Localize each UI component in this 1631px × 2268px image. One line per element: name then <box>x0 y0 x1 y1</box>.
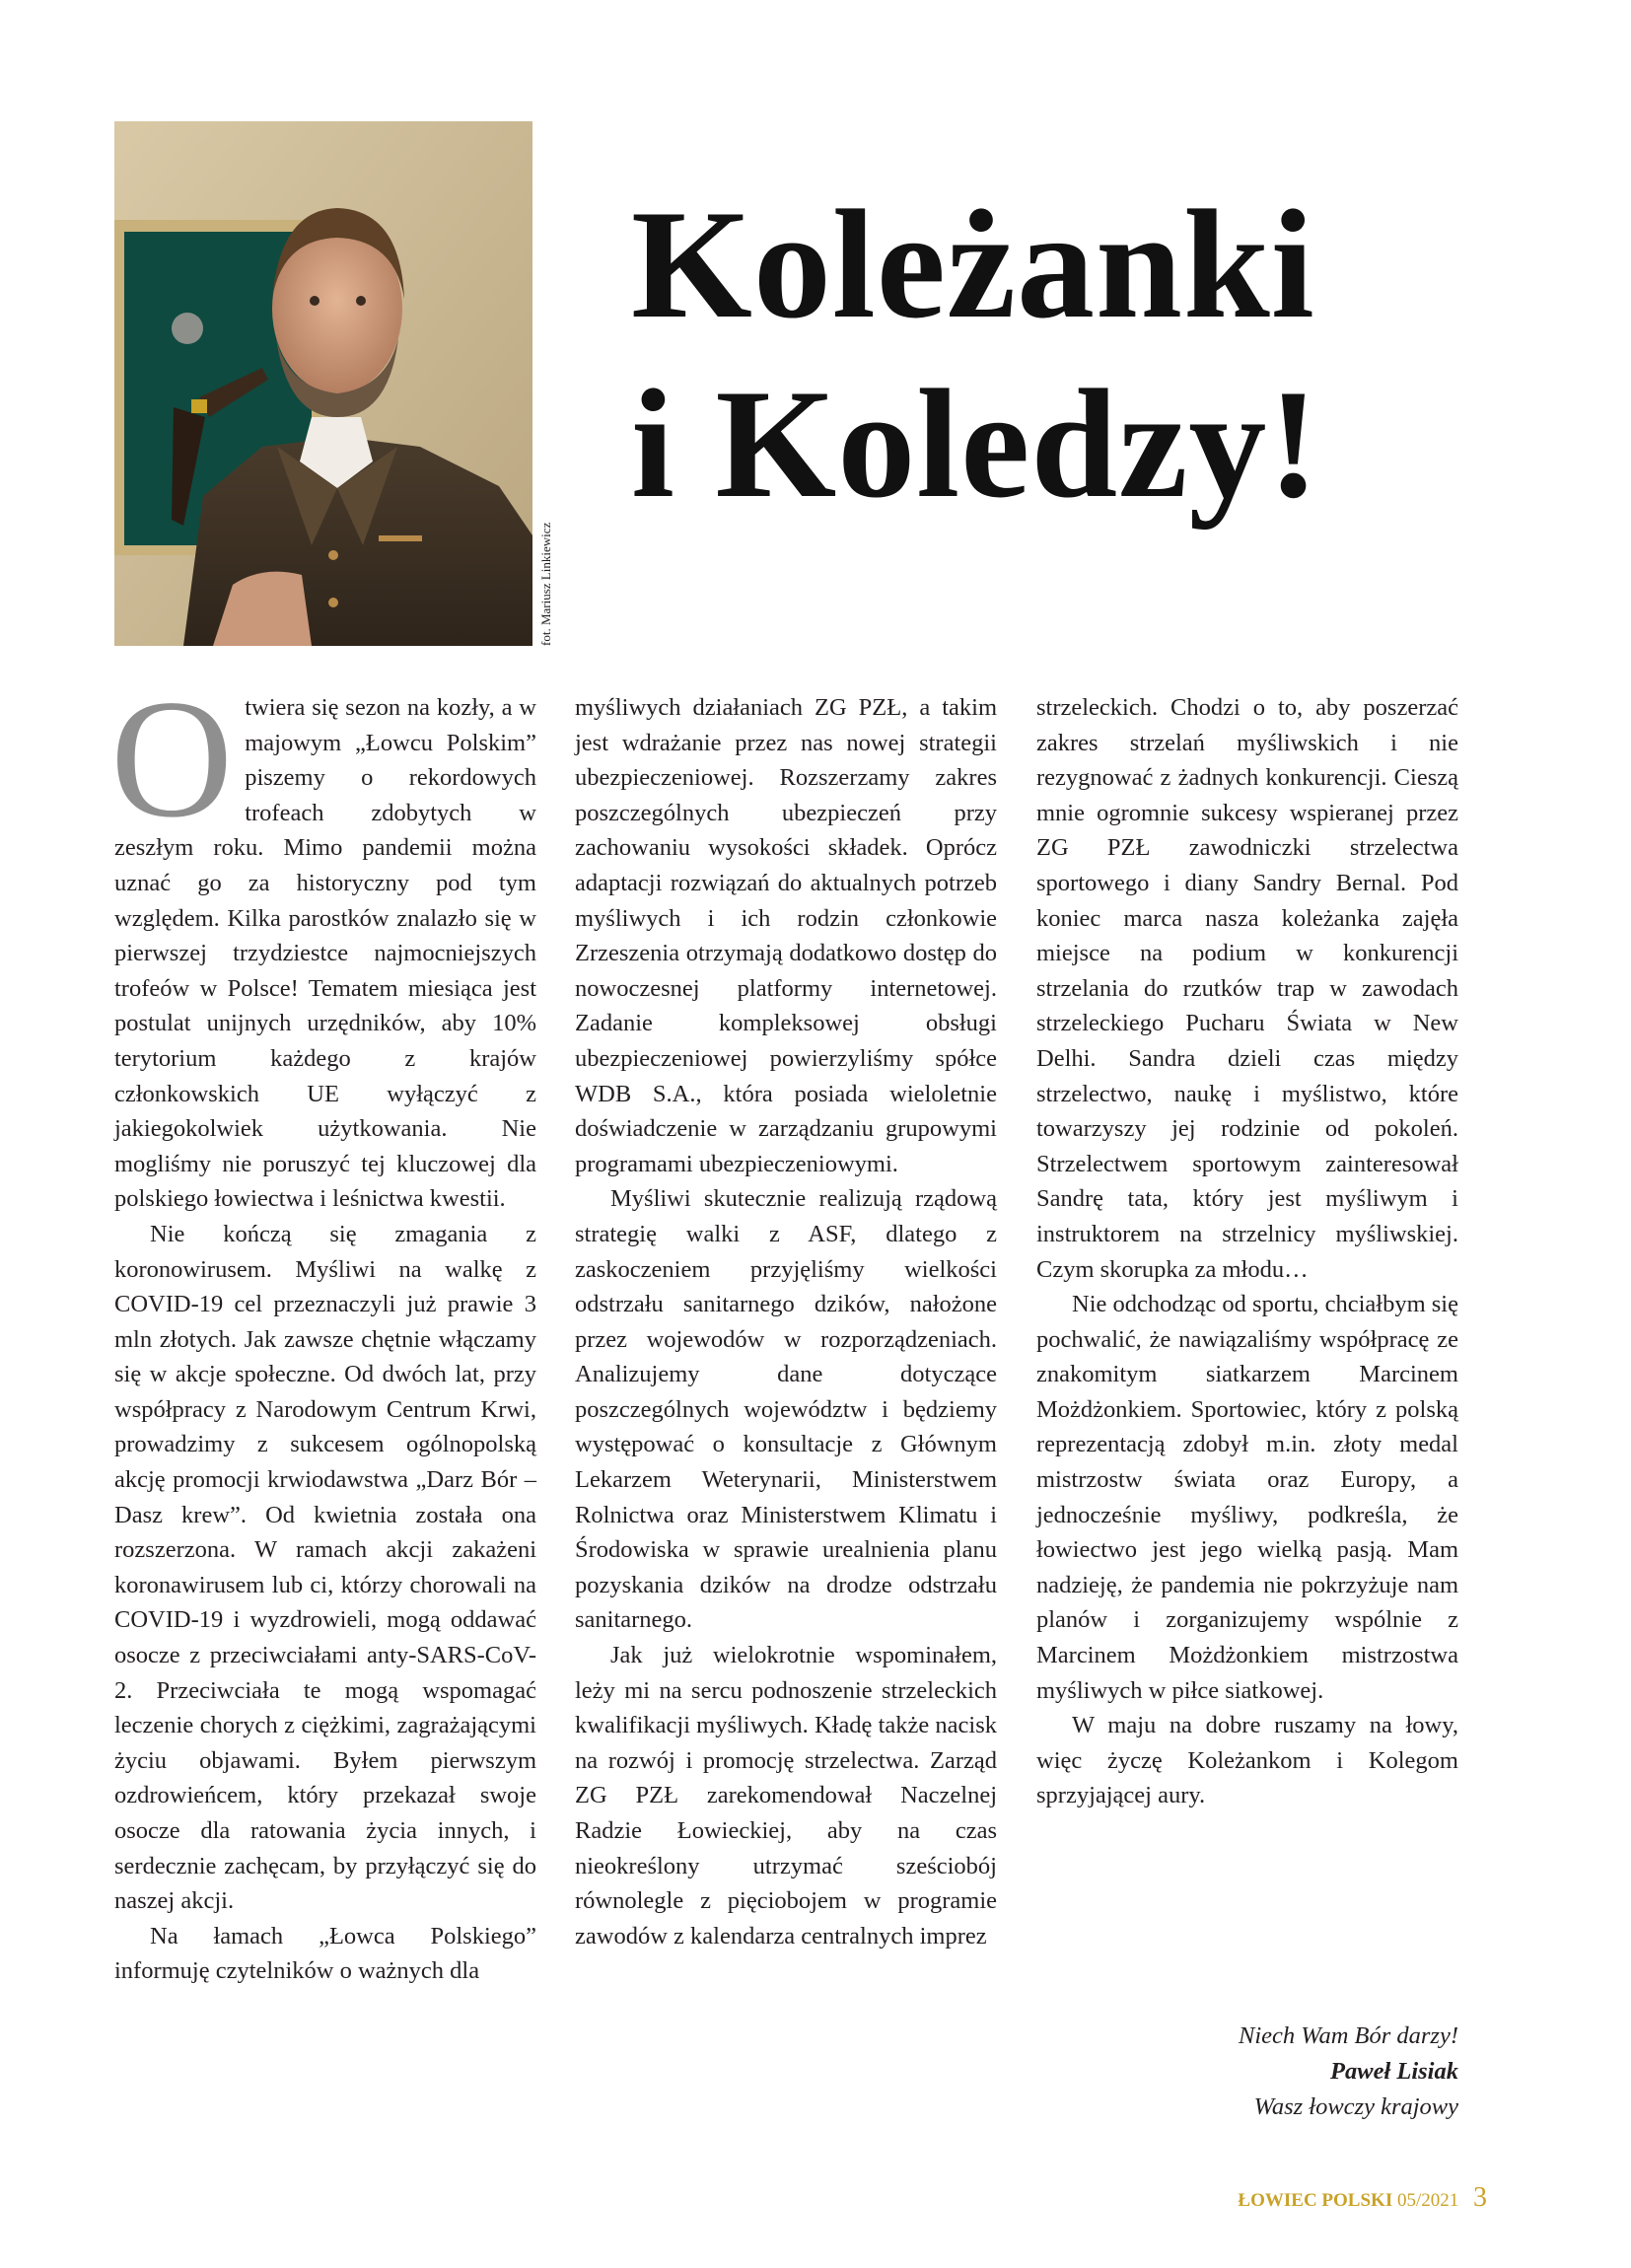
article-column-1 <box>110 666 536 1989</box>
article-column-3 <box>1036 690 1458 1813</box>
author-name: Paweł Lisiak <box>1330 2058 1458 2085</box>
author-photo <box>114 121 532 646</box>
paragraph: myśliwych działaniach ZG PZŁ, a takim jest wdrażanie przez nas nowej strategii ubezpieczeniowej. Rozszerzamy zakres poszczególnych ubezpieczeń przy zachowaniu wysokości składek. Oprócz adaptacji rozwiązań do aktualnych potrzeb myśliwych i ich rodzin członkowie Zrzeszenia otrzymają dodatkowo dostęp do nowoczesnej platformy internetowej. Zadanie kompleksowej obsługi ubezpieczeniowej powierzyliśmy spółce WDB S.A., która posiada wieloletnie doświadczenie w zarządzaniu grupowymi programami ubezpieczeniowymi. <box>575 694 997 1177</box>
paragraph: Jak już wielokrotnie wspominałem, leży mi na sercu podnoszenie strzeleckich kwalifikacji myśliwych. Kładę także nacisk na rozwój i promocję strzelectwa. Zarząd ZG PZŁ zarekomendował Naczelnej Radzie Łowieckiej, aby na czas nieokreślony utrzymać sześciobój równolegle z pięciobojem w programie zawodów z kalendarza centralnych imprez <box>575 1642 997 1949</box>
magazine-name: ŁOWIEC POLSKI <box>1238 2190 1393 2211</box>
headline-line-1: Koleżanki <box>631 178 1315 351</box>
headline-line-2: i Koledzy! <box>631 358 1320 531</box>
paragraph: W maju na dobre ruszamy na łowy, więc życzę Koleżankom i Kolegom sprzyjającej aury. <box>1036 1712 1458 1809</box>
page-footer <box>1238 2182 1487 2214</box>
paragraph: Na łamach „Łowca Polskiego” informuję czytelników o ważnych dla <box>114 1922 536 1985</box>
closing-greeting: Niech Wam Bór darzy! <box>1239 2022 1458 2049</box>
author-title: Wasz łowczy krajowy <box>1253 2093 1458 2120</box>
article-column-2 <box>575 690 997 1953</box>
paragraph-text: twiera się sezon na kozły, a w majowym „Łowcu Polskim” piszemy o rekordowych trofeach zdobytych w zeszłym roku. Mimo pandemii można uznać go za historyczny pod tym względem. Kilka parostków znalazło się w pierwszej trzydziestce najmocniejszych trofeów w Polsce! Tematem miesiąca jest postulat unijnych urzędników, aby 10% terytorium każdego z krajów członkowskich UE wyłączyć z jakiegokolwiek użytkowania. Nie mogliśmy nie poruszyć tej kluczowej dla polskiego łowiectwa i leśnictwa kwestii. <box>114 694 536 1213</box>
paragraph: Nie kończą się zmagania z koronowirusem. Myśliwi na walkę z COVID-19 cel przeznaczyli już prawie 3 mln złotych. Jak zawsze chętnie włączamy się w akcje społeczne. Od dwóch lat, przy współpracy z Narodowym Centrum Krwi, prowadzimy z sukcesem ogólnopolską akcję promocji krwiodawstwa „Darz Bór – Dasz krew”. Od kwietnia została ona rozszerzona. W ramach akcji zakażeni koronawirusem lub ci, którzy chorowali na COVID-19 i wyzdrowieli, mogą oddawać osocze z przeciwciałami anty-SARS-CoV-2. Przeciwciała te mogą wspomagać leczenie chorych z ciężkimi, zagrażającymi życiu objawami. Byłem pierwszym ozdrowieńcem, który przekazał swoje osocze dla ratowania życia innych, i serdecznie zachęcam, by przyłączyć się do naszej akcji. <box>114 1220 536 1915</box>
drop-cap: O <box>110 666 234 853</box>
paragraph <box>110 666 536 1217</box>
page-number: 3 <box>1473 2182 1487 2213</box>
photo-credit: fot. Mariusz Linkiewicz <box>538 522 553 646</box>
paragraph: strzeleckich. Chodzi o to, aby poszerzać zakres strzelań myśliwskich i nie rezygnować z żadnych konkurencji. Cieszą mnie ogromnie sukcesy wspieranej przez ZG PZŁ zawodniczki strzelectwa sportowego i diany Sandry Bernal. Pod koniec marca nasza koleżanka zajęła miejsce na podium w konkurencji strzelania do rzutków trap w zawodach strzeleckiego Pucharu Świata w New Delhi. Sandra dzieli czas między strzelectwo, naukę i myślistwo, które towarzyszy jej rodzinie od pokoleń. Strzelectwem sportowym zainteresował Sandrę tata, który jest myśliwym i instruktorem na strzelnicy myśliwskiej. Czym skorupka za młodu… <box>1036 694 1458 1283</box>
issue-number: 05/2021 <box>1396 2190 1459 2211</box>
paragraph: Myśliwi skutecznie realizują rządową strategię walki z ASF, dlatego z zaskoczeniem przyjęliśmy wielkości odstrzału sanitarnego dzików, nałożone przez wojewodów w rozporządzeniach. Analizujemy dane dotyczące poszczególnych województw i będziemy występować o konsultacje z Głównym Lekarzem Weterynarii, Ministerstwem Rolnictwa oraz Ministerstwem Klimatu i Środowiska w sprawie urealnienia planu pozyskania dzików na drodze odstrzału sanitarnego. <box>575 1185 997 1634</box>
paragraph: Nie odchodząc od sportu, chciałbym się pochwalić, że nawiązaliśmy współpracę ze znakomitym siatkarzem Marcinem Możdżonkiem. Sportowiec, który z polską reprezentacją zdobył m.in. złoty medal mistrzostw świata oraz Europy, a jednocześnie myśliwy, podkreśla, że łowiectwo jest jego wielką pasją. Mam nadzieję, że pandemia nie pokrzyżuje nam planów i zorganizujemy wspólnie z Marcinem Możdżonkiem mistrzostwa myśliwych w piłce siatkowej. <box>1036 1291 1458 1704</box>
signature-block <box>1036 2019 1458 2125</box>
headline <box>631 176 1578 534</box>
portrait-image <box>114 121 532 646</box>
